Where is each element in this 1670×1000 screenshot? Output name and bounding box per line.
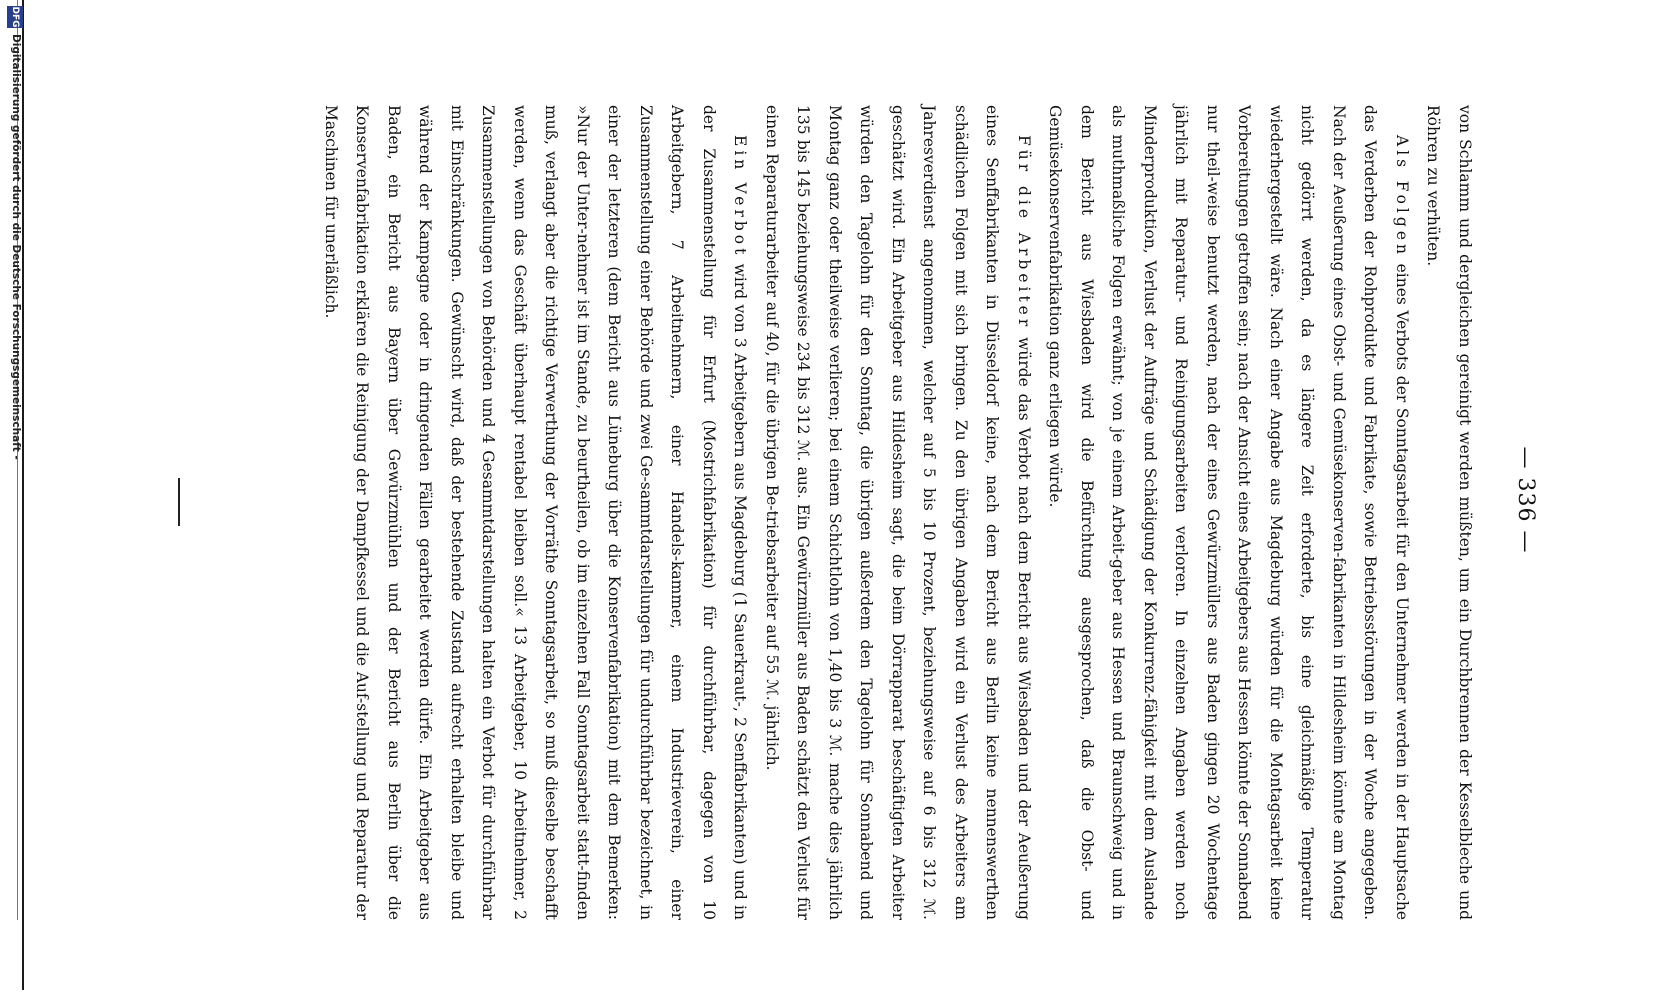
- page-number-header: — 336 —: [1513, 446, 1538, 554]
- paragraph-4-text: wird von 3 Arbeitgebern aus Magdeburg (1 Sauerkraut-, 2 Senffabrikanten) und in der Zusammenstellung für Erfurt (Mostrichfabrikation) für durchführbar, dagegen von 10 Arbeitgebern, 7 Arbeitnehmern, einer Handels-kammer, einem Industrieverein, einer Zusammenstellung einer Behörde und zwei Ge-sammtdarstellungen für undurchführbar bezeichnet, in einer der letzteren (dem Bericht aus Lüneburg über die Konservenfabrikation) mit dem Bemerken: »Nur der Unter-nehmer ist im Stande, zu beurtheilen, ob im einzelnen Fall Sonntagsarbeit statt-finden muß, verlangt aber die richtige Verwerthung der Vorräthe Sonntagsarbeit, so muß dieselbe beschafft werden, wenn das Geschäft überhaupt rentabel bleiben soll.« 13 Arbeitgeber, 10 Arbeitnehmer, 2 Zusammenstellungen von Behörden und 4 Gesammtdarstellungen halten ein Verbot für durchführbar mit Einschränkungen. Gewünscht wird, daß der bestehende Zustand aufrecht erhalten bleibe und während der Kampagne oder in dringenden Fällen gearbeitet werden dürfe. Ein Arbeitgeber aus Baden, ein Bericht aus Bayern über Gewürzmühlen und der Bericht aus Berlin über die Konservenfabrikation erklären die Reinigung der Dampfkessel und die Auf-stellung und Reparatur der Maschinen für unerläßlich.: [322, 105, 750, 920]
- paragraph-2: [1039, 105, 1417, 920]
- digitization-credit: Digitalisierung gefördert durch die Deutsche Forschungsgemeinschaft -: [10, 34, 22, 460]
- scan-edge-line: [22, 0, 24, 990]
- body-text: [315, 105, 1481, 920]
- paragraph-2-text: eines Verbots der Sonntagsarbeit für den Unternehmer werden in der Hauptsache das Verderben der Rohprodukte und Fabrikate, sowie Betriebsstörungen in der Woche angegeben. Nach der Aeußerung eines Obst- und Gemüsekonserven-fabrikanten in Hildesheim könnte am Montag nicht gedörrt werden, da es längere Zeit erforderte, bis eine gleichmäßige Temperatur wiederhergestellt wäre. Nach einer Angabe aus Magdeburg würden für die Montagsarbeit keine Vorbereitungen getroffen sein; nach der Ansicht eines Arbeitgebers aus Hessen könnte der Sonnabend nur theil-weise benutzt werden, nach der eines Gewürzmüllers aus Baden gingen 20 Wochentage jährlich mit Reparatur- und Reinigungsarbeiten verloren. In einzelnen Angaben werden noch Minderproduktion, Verlust der Aufträge und Schädigung der Konkurrenz-fähigkeit mit dem Auslande als muthmaßliche Folgen erwähnt; von je einem Arbeit-geber aus Hessen und Braunschweig und in dem Bericht aus Wiesbaden wird die Befürchtung ausgesprochen, daß die Obst- und Gemüsekonservenfabrikation ganz erliegen würde.: [1046, 105, 1411, 921]
- paragraph-2-lead: Als Folgen: [1393, 135, 1411, 258]
- dfg-logo: DFG: [7, 6, 23, 28]
- paragraph-1: [1417, 105, 1480, 920]
- paragraph-3-lead: Für die Arbeiter: [1015, 135, 1033, 331]
- footer-rule: [178, 478, 180, 526]
- paragraph-3-text: würde das Verbot nach dem Bericht aus Wiesbaden und der Aeußerung eines Senffabrikanten in Düsseldorf keine, nach dem Bericht aus Berlin keine nennenswerthen schädlichen Folgen mit sich bringen. Zu den übrigen Angaben wird ein Verlust des Arbeiters am Jahresverdienst angenommen, welcher auf 5 bis 10 Prozent, beziehungsweise auf 6 bis 312 ℳ. geschätzt wird. Ein Arbeitgeber aus Hildesheim sagt, die beim Dörrapparat beschäftigten Arbeiter würden den Tagelohn für den Sonntag, die übrigen außerdem den Tagelohn für Sonnabend und Montag ganz oder theilweise verlieren; bei einem Schichtlohn von 1,40 bis 3 ℳ. mache dies jährlich 135 bis 145 beziehungsweise 234 bis 312 ℳ. aus. Ein Gewürzmüller aus Baden schätzt den Verlust für einen Reparaturarbeiter auf 40, für die übrigen Be-triebsarbeiter auf 55 ℳ. jährlich.: [763, 105, 1033, 920]
- paragraph-4-lead: Ein Verbot: [731, 135, 750, 259]
- paragraph-3: [756, 105, 1040, 920]
- paragraph-4: [315, 105, 756, 920]
- paragraph-1-text: von Schlamm und dergleichen gereinigt werden müßten, um ein Durchbrennen der Kesselbleche und Röhren zu verhüten.: [1424, 105, 1474, 920]
